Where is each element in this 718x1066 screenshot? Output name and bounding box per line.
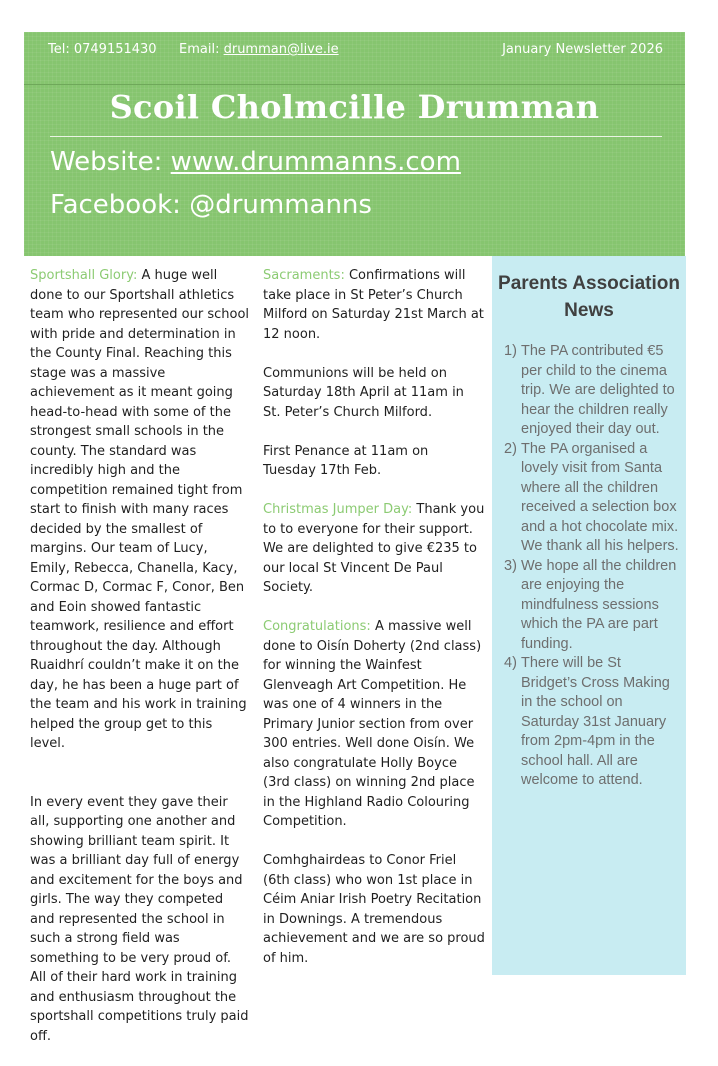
facebook-handle: Facebook: @drummanns: [50, 190, 372, 220]
pa-title: Parents Association News: [498, 273, 680, 321]
pa-news-item: [504, 440, 680, 557]
sportshall-body: A huge well done to our Sportshall athletics team who represented our school with pride and determination in the County Final. Reaching this stage was a massive achievement as it meant going head-to-head with some of the strongest small schools in the county. The standard was incredibly high and the competition remained tight from start to finish with many races decided by the smallest of margins. Our team of Lucy, Emily, Rebecca, Chanella, Kacy, Cormac D, Cormac F, Conor, Ben and Eoin showed fantastic teamwork, resilience and effort throughout the day. Although Ruaidhrí couldn’t make it on the day, he has been a huge part of the team and his work in training helped the group get to this level.: [30, 268, 250, 751]
website-line: [50, 147, 461, 177]
communions-text: Communions will be held on Saturday 18th April at 11am in St. Peter’s Church Milford.: [263, 365, 464, 420]
website-label: Website:: [50, 147, 171, 177]
contact-bar: [24, 32, 685, 85]
pa-item-number: 2): [504, 440, 517, 457]
email-contact: [179, 42, 339, 57]
title-divider: [50, 136, 662, 137]
sportshall-heading: Sportshall Glory:: [30, 268, 138, 283]
comhghairdeas-text: Comhghairdeas to Conor Friel (6th class) who won 1st place in Céim Aniar Irish Poetry Recitation in Downings. A tremendous achievement and we are so proud of him.: [263, 853, 485, 966]
parents-association-panel: [492, 256, 686, 975]
newsletter-banner: [24, 32, 685, 256]
pa-item-text: The PA organised a lovely visit from Santa where all the children received a selection box and a hot chocolate mix. We thank all his helpers.: [521, 440, 679, 554]
pa-item-number: 1): [504, 343, 517, 359]
email-link[interactable]: drumman@live.ie: [223, 42, 339, 57]
jumper-day-heading: Christmas Jumper Day:: [263, 502, 413, 517]
email-label: Email:: [179, 42, 224, 57]
congratulations-body: A massive well done to Oisín Doherty (2nd class) for winning the Wainfest Glenveagh Art Competition. He was one of 4 winners in the Primary Junior section from over 300 entries. Well done Oisín. We also congratulate Holly Boyce (3rd class) on winning 2nd place in the Highland Radio Colouring Competition.: [263, 619, 482, 829]
sportshall-body-2: In every event they gave their all, supporting one another and showing brilliant team spirit. It was a brilliant day full of energy and excitement for the boys and girls. The way they competed and represented the school in such a strong field was something to be very proud of. All of their hard work in training and enthusiasm throughout the sportshall competitions truly paid off.: [30, 794, 249, 1044]
sacraments-article: [263, 266, 485, 344]
jumper-day-body: Thank you to to everyone for their support. We are delighted to give €235 to our local St Vincent De Paul Society.: [263, 502, 485, 595]
pa-item-number: 4): [504, 655, 517, 671]
school-name: Scoil Cholmcille Drumman: [109, 88, 600, 126]
pa-news-item: [504, 557, 680, 655]
sacraments-body: Confirmations will take place in St Peter’s Church Milford on Saturday 21st March at 12 noon.: [263, 268, 484, 342]
pa-news-item: [504, 342, 680, 440]
phone-number: Tel: 0749151430: [48, 42, 157, 57]
column-sportshall: [30, 266, 250, 1066]
pa-item-text: The PA contributed €5 per child to the cinema trip. We are delighted to hear the children really enjoyed their day out.: [521, 343, 675, 437]
pa-item-number: 3): [504, 557, 517, 574]
sportshall-article: [30, 266, 250, 754]
congratulations-article: [263, 617, 485, 832]
sacraments-heading: Sacraments:: [263, 268, 345, 283]
newsletter-issue: January Newsletter 2026: [502, 42, 663, 57]
pa-news-list: [504, 342, 680, 791]
pa-news-item: [504, 654, 680, 791]
column-news: [263, 266, 485, 988]
congratulations-heading: Congratulations:: [263, 619, 371, 634]
penance-text: First Penance at 11am on Tuesday 17th Feb.: [263, 443, 429, 478]
pa-item-text: We hope all the children are enjoying the mindfulness sessions which the PA are part funding.: [521, 557, 677, 652]
jumper-day-article: [263, 500, 485, 598]
pa-item-text: There will be St Bridget’s Cross Making in the school on Saturday 31st January from 2pm-4pm in the school hall. All are welcome to attend.: [521, 655, 670, 788]
website-link[interactable]: www.drummanns.com: [170, 147, 461, 177]
